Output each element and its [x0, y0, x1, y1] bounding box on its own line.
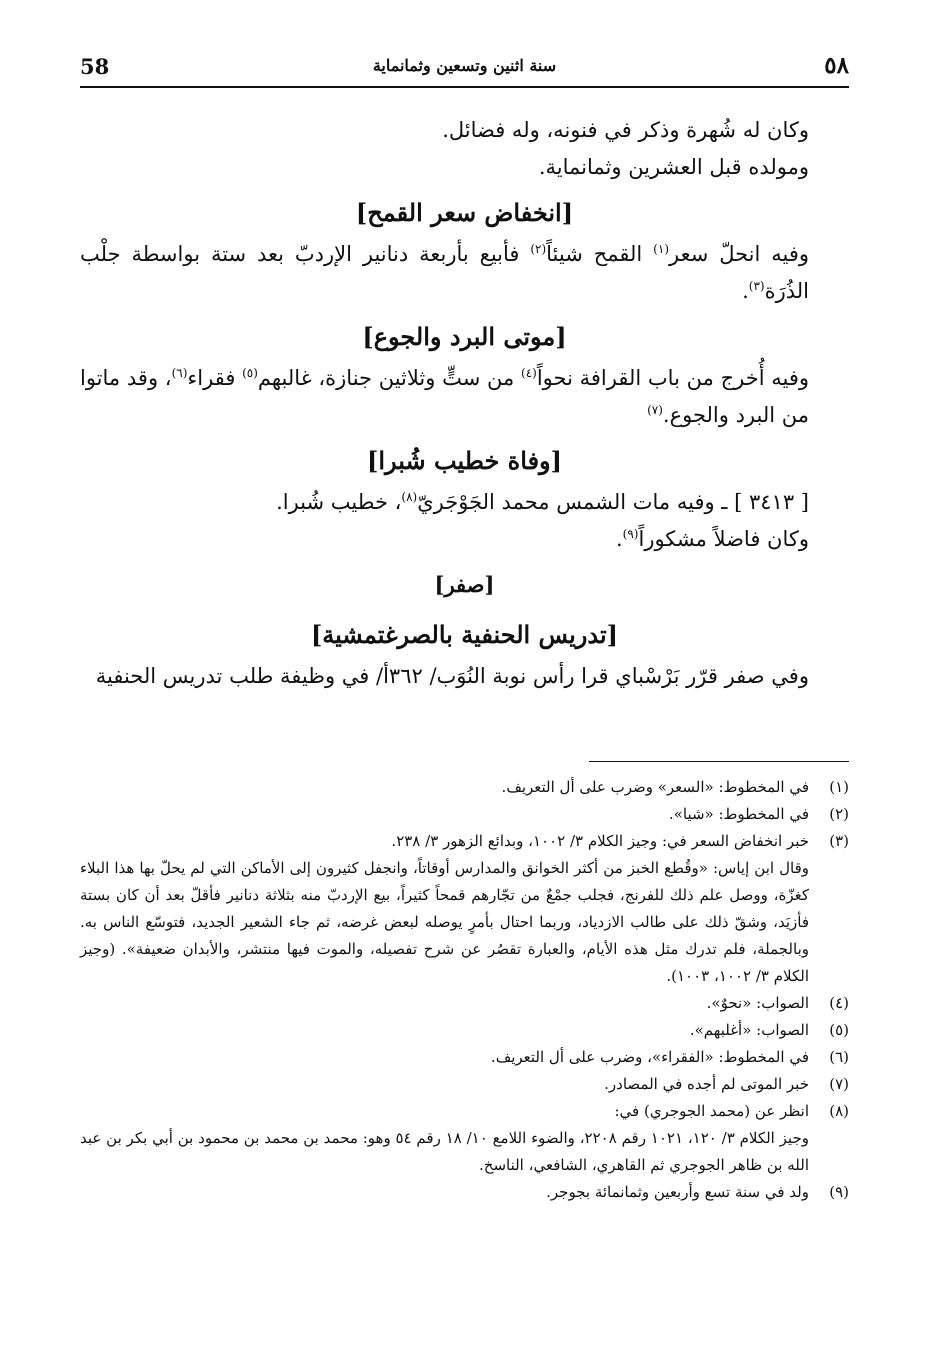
footnote-ref-3: (٣) — [748, 279, 765, 293]
footnote-text: خبر الموتى لم أجده في المصادر. — [604, 1075, 809, 1093]
footnote-text: الصواب: «أغلبهم». — [689, 1021, 809, 1039]
text-segment: وفيه انحلّ سعر — [669, 242, 810, 266]
footnote-number: (٥) — [829, 1021, 849, 1039]
footnote-item — [80, 1071, 849, 1098]
footnote-ref-6: (٦) — [171, 366, 188, 380]
paragraph-virtue — [80, 521, 849, 558]
heading-hanafi-teaching: [تدريس الحنفية بالصرغتمشية] — [310, 620, 619, 649]
paragraph-wheat-price — [80, 236, 849, 310]
heading-cold-hunger-deaths: [موتى البرد والجوع] — [362, 322, 567, 351]
heading-death-of-preacher: [وفاة خطيب شُبرا] — [367, 446, 562, 475]
footnote-number: (٧) — [829, 1075, 849, 1093]
footnote-item — [80, 1125, 849, 1179]
text-segment: فقراء — [187, 366, 243, 390]
paragraph-hanafi-teaching — [80, 658, 849, 695]
footnote-text: الصواب: «نحوٌ». — [706, 994, 809, 1012]
running-title: سنة اثنين وتسعين وثمانماية — [372, 56, 557, 75]
footnote-number — [809, 1125, 849, 1179]
footnote-number: (٦) — [829, 1048, 849, 1066]
footnote-text: ولد في سنة تسع وأربعين وثمانمائة بجوجر. — [546, 1183, 809, 1201]
paragraph-birth-text: ومولده قبل العشرين وثمانماية. — [538, 155, 809, 179]
footnote-number: (٣) — [829, 832, 849, 850]
paragraph-cold-hunger-deaths — [80, 360, 849, 434]
paragraph-hanafi-teaching-text: وفي صفر قرّر بَرْسْباي قرا رأس نوبة النُوَب/ ٣٦٢أ/ في وظيفة طلب تدريس الحنفية — [95, 664, 809, 688]
main-text — [80, 112, 849, 695]
footnote-text: وجيز الكلام ٣/ ١٢٠، ١٠٢١ رقم ٢٢٠٨، والضوء اللامع ١٠/ ١٨ رقم ٥٤ وهو: محمد بن محمد بن محمود بن أبي بكر بن عبد الله بن ظاهر الجوجري ثم القاهري، الشافعي، الناسخ. — [80, 1129, 809, 1174]
footnote-item — [80, 774, 849, 801]
footnote-text: في المخطوط: «الفقراء»، وضرب على أل التعريف. — [490, 1048, 809, 1066]
text-segment: وفيه أُخرج من باب القرافة نحواً — [536, 366, 810, 390]
text-segment: ، وقد ماتوا من البرد والجوع. — [80, 366, 809, 427]
footnote-item — [80, 1044, 849, 1071]
text-segment: . — [615, 527, 623, 551]
footnote-text: انظر عن (محمد الجوجري) في: — [614, 1102, 809, 1120]
footnote-number: (٢) — [829, 805, 849, 823]
footnote-number: (٤) — [829, 994, 849, 1012]
text-segment: . — [742, 279, 749, 303]
footnote-ref-1: (١) — [653, 242, 669, 256]
footnote-ref-2: (٢) — [530, 242, 547, 256]
footnote-text: في المخطوط: «شيا». — [668, 805, 809, 823]
footnote-ref-8: (٨) — [401, 490, 418, 504]
page-number-latin: 58 — [80, 54, 110, 79]
footnote-ref-7: (٧) — [647, 403, 663, 417]
text-segment: من ستٍّ وثلاثين جنازة، غالبهم — [257, 366, 521, 390]
text-segment: [ ٣٤١٣ ] ـ وفيه مات الشمس محمد الجَوْجَريّ — [417, 490, 809, 514]
paragraph-fame — [80, 112, 849, 149]
footnote-item — [80, 1098, 849, 1125]
footnote-ref-4: (٤) — [521, 366, 537, 380]
footnote-item — [80, 1017, 849, 1044]
footnote-item — [80, 855, 849, 990]
heading-wheat-price: [انخفاض سعر القمح] — [355, 198, 574, 227]
footnote-number: (١) — [829, 778, 849, 796]
footnote-item — [80, 990, 849, 1017]
footnote-item — [80, 828, 849, 855]
footnotes — [80, 774, 849, 1206]
footnote-text: خبر انخفاض السعر في: وجيز الكلام ٣/ ١٠٠٢، وبدائع الزهور ٣/ ٢٣٨. — [391, 832, 809, 850]
footnote-item — [80, 801, 849, 828]
footnote-text: وقال ابن إياس: «وقُطع الخبز من أكثر الخوانق والمدارس أوقاتاً، وانجفل كثيرون إلى الأماكن التي لم يحلّ بها هذا البلاء كغزّة، ووصل علم ذلك للفرنج، فجلب جمْعٌ من تجّارهم قمحاً كثيراً، بيع الإردبّ منه بثلاثة دنانير فأقلّ بعد أن كان بستة فأزيَد، وشقّ ذلك على طالب الازدياد، وربما احتال بأمرٍ يوصله لبعض غرضه، ثم جاء الشعير الجديد، فتوسّع الناس به. وبالجملة، فلم تدرك مثل هذه الأيام، والعبارة تقصُر عن شرح تفصيله، والموت فيها منتشر، والأبدان ضعيفة». (وجيز الكلام ٣/ ١٠٠٢، ١٠٠٣). — [80, 859, 809, 985]
text-segment: وكان فاضلاً مشكوراً — [638, 527, 809, 551]
heading-month-safar: [صفر] — [434, 572, 495, 597]
paragraph-fame-text: وكان له شُهرة وذكر في فنونه، وله فضائل. — [442, 118, 809, 142]
text-segment: ، خطيب شُبرا. — [276, 490, 402, 514]
footnote-ref-5: (٥) — [242, 366, 258, 380]
text-segment: القمح شيئاً — [546, 242, 654, 266]
paragraph-death-of-preacher — [80, 484, 849, 521]
footnote-number: (٩) — [829, 1183, 849, 1201]
page-number-arabic: ٥٨ — [824, 52, 849, 79]
page-header — [80, 52, 849, 88]
footnote-text: في المخطوط: «السعر» وضرب على أل التعريف. — [501, 778, 809, 796]
footnote-item — [80, 1179, 849, 1206]
paragraph-birth — [80, 149, 849, 186]
footnote-number: (٨) — [829, 1102, 849, 1120]
footnote-ref-9: (٩) — [622, 527, 639, 541]
footnote-number — [809, 855, 849, 990]
text-segment: فأبيع بأربعة دنانير الإردبّ بعد ستة بواسطة جلْب الذُرَة — [80, 242, 809, 303]
footnote-divider — [589, 761, 849, 762]
